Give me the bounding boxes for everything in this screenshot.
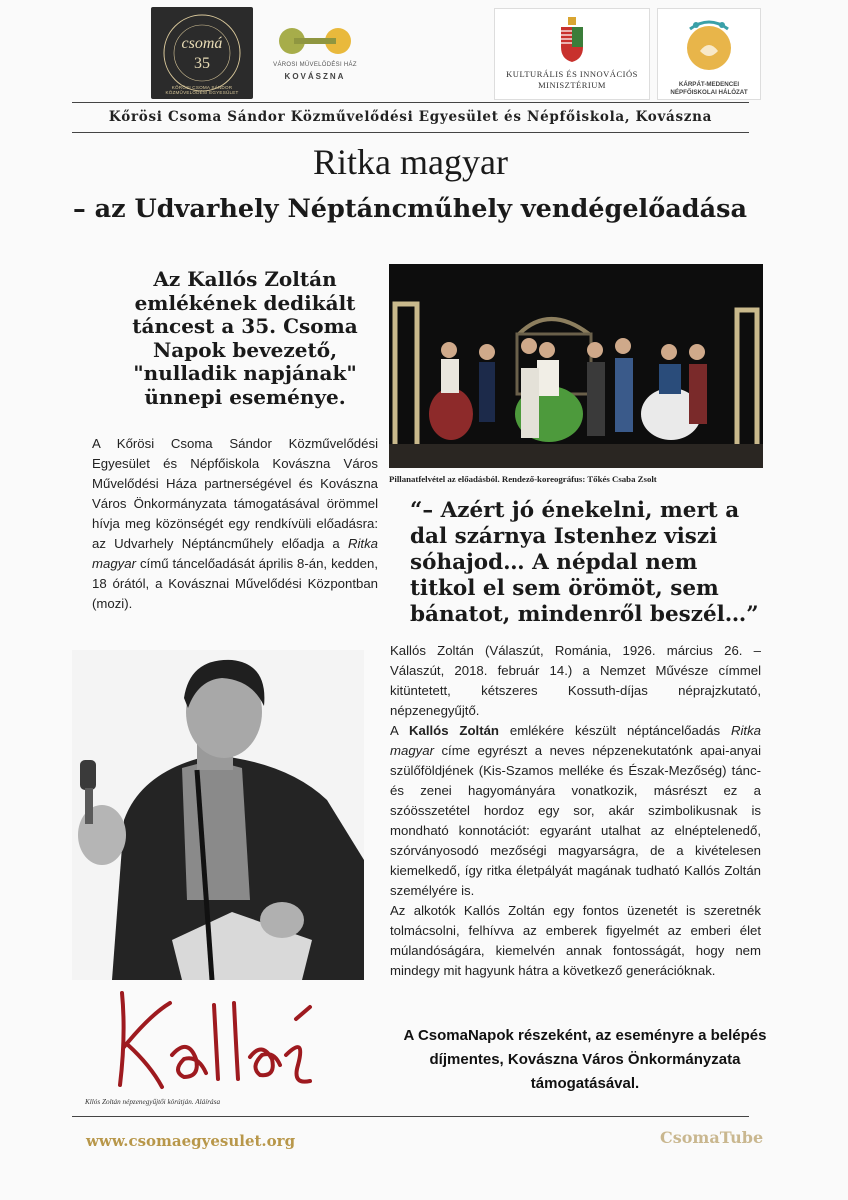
header-divider-bottom — [72, 132, 749, 133]
bio-p2-b: emlékére készült néptáncelőadás — [499, 723, 731, 738]
portrait-caption: Kllós Zoltán népzenegyűjtői körútján. Aláírása — [85, 1098, 221, 1106]
muvelodesi-haz-logo — [260, 20, 370, 90]
page-title: Ritka magyar — [313, 142, 508, 182]
organization-line: Kőrösi Csoma Sándor Közművelődési Egyesület és Népfőiskola, Kovászna — [108, 109, 713, 125]
csomatube-link[interactable]: CsomaTube — [660, 1128, 764, 1147]
kallos-quote: “– Azért jó énekelni, mert a dal szárnya Istenhez viszi sóhajod… A népdal nem titkol el sem örömöt, sem bánatot, mindenről beszél…” — [410, 498, 759, 627]
ministry-logo — [494, 8, 650, 100]
ministry-line-2: MINISZTÉRIUM — [538, 80, 606, 90]
csoma-logo-word: csomá — [181, 35, 223, 52]
csoma-logo-number: 35 — [194, 55, 210, 72]
lead-paragraph: Az Kallós Zoltán emlékének dedikált táncest a 35. Csoma Napok bevezető, "nulladik napjának" ünnepi eseménye. — [132, 267, 358, 409]
bio-paragraph-1: Kallós Zoltán (Válaszút, Románia, 1926. március 26. – Válaszút, 2018. február 14.) a Nemzet Művésze címmel kitüntetett, kétszeres Kossuth-díjas néprajzkutató, népzenegyűjtő. — [390, 643, 761, 718]
closing-note: A CsomaNapok részeként, az eseményre a belépés díjmentes, Kovászna Város Önkormányzata támogatásával. — [403, 1027, 767, 1092]
kmh-line-2: NÉPFŐISKOLAI HÁLÓZAT — [670, 89, 748, 96]
bio-p2-c: címe egyrészt a neves népzenekutatónk apai-anyai szülőföldjének (Kis-Szamos melléke és Észak-Mezőség) tánc- és zenei hagyományára vonatkozik, másrészt ez a szóösszetétel hordoz egy sor, akár szimbolikusnak is mondható konnotációt: egyaránt utalhat az elnéptelenedő, szórványosodó mezőségi magyarságra, de a kivételesen kiemelkedő, így ritka életpályát magának tudható Kallós Zoltán személyére is. — [390, 743, 761, 898]
intro-text-a: A Kőrösi Csoma Sándor Közművelődési Egyesület és Népfőiskola Kovászna Város Művelődési Háza partnerségével és Kovászna Város Önkormányzata támogatásával örömmel hívja meg közönségét egy rendkívüli előadásra: az Udvarhely Néptáncműhely előadja a — [92, 436, 378, 551]
header-divider-top — [72, 102, 749, 103]
bio-paragraph-3: Az alkotók Kallós Zoltán egy fontos üzenetét is szeretnék tolmácsolni, felhívva az emberek figyelmét az emberi élet múlandóságára, kiemelvén annak fontosságát, hogy nem mindegy mit hagyunk hátra a következő generációknak. — [390, 903, 761, 978]
bio-p2-a: A — [390, 723, 409, 738]
mh-logo-city: KOVÁSZNA — [284, 72, 346, 81]
ministry-line-1: KULTURÁLIS ÉS INNOVÁCIÓS — [506, 69, 638, 79]
page-subtitle: – az Udvarhely Néptáncműhely vendégelőadása — [72, 194, 748, 224]
kmh-line-1: KÁRPÁT-MEDENCEI — [678, 81, 740, 88]
bio-p2-title: Ritka magyar — [390, 723, 762, 758]
karpat-medencei-logo — [657, 8, 761, 100]
stage-performance-photo — [389, 264, 763, 468]
footer-divider — [72, 1116, 749, 1117]
photo-caption: Pillanatfelvétel az előadásból. Rendező-koreográfus: Tőkés Csaba Zsolt — [389, 474, 657, 484]
intro-paragraph — [92, 434, 378, 614]
bio-p2-name: Kallós Zoltán — [408, 723, 499, 738]
bio-paragraph-2 — [390, 721, 761, 901]
kallos-signature — [110, 985, 340, 1095]
mh-logo-name: VÁROSI MŰVELŐDÉSI HÁZ — [273, 62, 357, 68]
csoma-logo-ring-text: KŐRÖSI CSOMA SÁNDOR KÖZMŰVELŐDÉSI EGYESÜLET — [165, 85, 239, 95]
intro-show-title: Ritka magyar — [92, 536, 378, 571]
bio-text — [390, 641, 761, 981]
website-link[interactable]: www.csomaegyesulet.org — [86, 1132, 296, 1150]
intro-text-b: című táncelőadását április 8-án, kedden, 18 órától, a Kovásznai Művelődési Központban (mozi). — [92, 556, 378, 611]
csoma-35-logo — [151, 7, 253, 99]
kallos-portrait-photo — [72, 650, 364, 980]
